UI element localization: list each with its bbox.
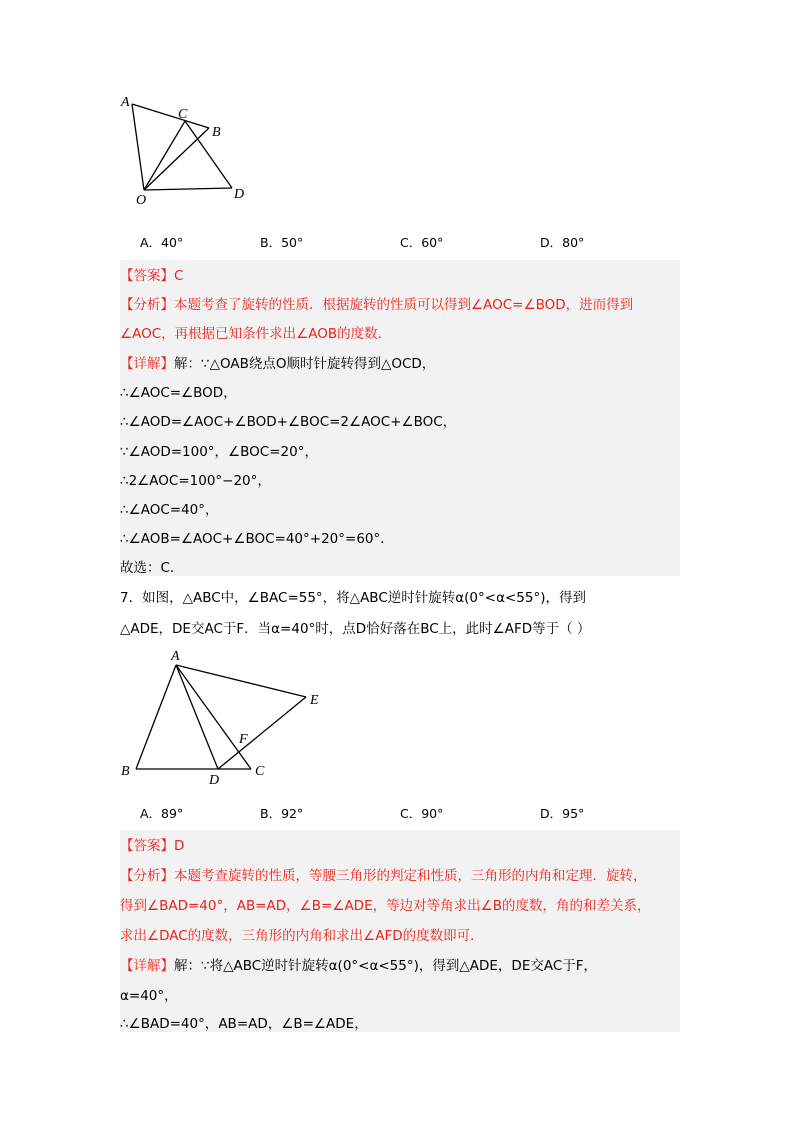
q6-options: [140, 233, 680, 253]
label-e: E: [310, 693, 319, 708]
q7-question-line1: 7．如图，△ABC中，∠BAC=55°，将△ABC逆时针旋转α(0°<α<55°)，得到: [120, 590, 586, 606]
q6-answer-line: 【答案】C: [120, 268, 184, 284]
q7-option-b: B．92°: [260, 806, 304, 821]
label-f: F: [239, 732, 248, 747]
q7-answer-line: 【答案】D: [120, 838, 185, 854]
segment-de: [218, 697, 306, 769]
q6-analysis-line1: 【分析】本题考查了旋转的性质．根据旋转的性质可以得到∠AOC=∠BOD，进而得到: [120, 297, 634, 313]
q7-option-c: C．90°: [400, 806, 444, 821]
q7-option-a: A．89°: [140, 806, 184, 821]
segment-oa: [132, 104, 144, 190]
q6-answer-box: [120, 260, 680, 576]
segment-ob: [144, 128, 209, 190]
segment-ab: [132, 104, 209, 128]
q7-question-line2: △ADE，DE交AC于F．当α=40°时，点D恰好落在BC上，此时∠AFD等于（ ）: [120, 621, 591, 637]
figure-rotation-oab: [115, 92, 255, 212]
q7-option-d: D．95°: [540, 806, 585, 821]
segment-ad: [176, 665, 218, 769]
label-c: C: [178, 107, 188, 122]
label-a: A: [171, 649, 180, 664]
q6-solution-line1: 【详解】解：∵△OAB绕点O顺时针旋转得到△OCD，: [120, 356, 436, 372]
q7-solution-line1: 【详解】解：∵将△ABC逆时针旋转α(0°<α<55°)，得到△ADE，DE交AC于F，: [120, 958, 598, 974]
q6-step-4: ∴2∠AOC=100°−20°，: [120, 473, 271, 489]
q7-step-1: α=40°，: [120, 988, 178, 1004]
q7-analysis-line1: 【分析】本题考查旋转的性质，等腰三角形的判定和性质，三角形的内角和定理．旋转，: [120, 868, 647, 884]
q6-step-7: 故选：C．: [120, 560, 184, 576]
q6-step-2: ∴∠AOD=∠AOC+∠BOD+∠BOC=2∠AOC+∠BOC，: [120, 414, 457, 430]
label-b: B: [212, 125, 221, 140]
q7-options: [140, 804, 680, 824]
q6-answer-value: C: [174, 268, 184, 284]
label-d: D: [209, 773, 220, 788]
segment-ab: [136, 665, 176, 769]
q6-option-b: B．50°: [260, 235, 304, 250]
label-o: O: [136, 193, 147, 208]
segment-oc: [144, 121, 185, 190]
q7-step-2: ∴∠BAD=40°，AB=AD，∠B=∠ADE，: [120, 1016, 368, 1032]
q7-analysis-line3: 求出∠DAC的度数，三角形的内角和求出∠AFD的度数即可．: [120, 928, 484, 944]
segment-cd: [185, 121, 232, 188]
q6-step-3: ∵∠AOD=100°，∠BOC=20°，: [120, 444, 318, 460]
label-b: B: [121, 764, 130, 779]
q6-step-1: ∴∠AOC=∠BOD，: [120, 385, 237, 401]
label-d: D: [234, 187, 245, 202]
q6-option-a: A．40°: [140, 235, 184, 250]
q7-analysis-line2: 得到∠BAD=40°，AB=AD，∠B=∠ADE，等边对等角求出∠B的度数，角的和差关系，: [120, 898, 651, 914]
label-c: C: [255, 764, 265, 779]
figure-rotation-abc: [115, 645, 335, 790]
q6-step-6: ∴∠AOB=∠AOC+∠BOC=40°+20°=60°．: [120, 531, 394, 547]
q7-answer-box: [120, 830, 680, 1032]
q6-option-d: D．80°: [540, 235, 585, 250]
q7-answer-value: D: [174, 838, 185, 854]
label-a: A: [121, 95, 130, 110]
q6-step-5: ∴∠AOC=40°，: [120, 502, 219, 518]
q6-option-c: C．60°: [400, 235, 444, 250]
q6-analysis-line2: ∠AOC，再根据已知条件求出∠AOB的度数．: [120, 326, 392, 342]
segment-od: [144, 188, 232, 190]
